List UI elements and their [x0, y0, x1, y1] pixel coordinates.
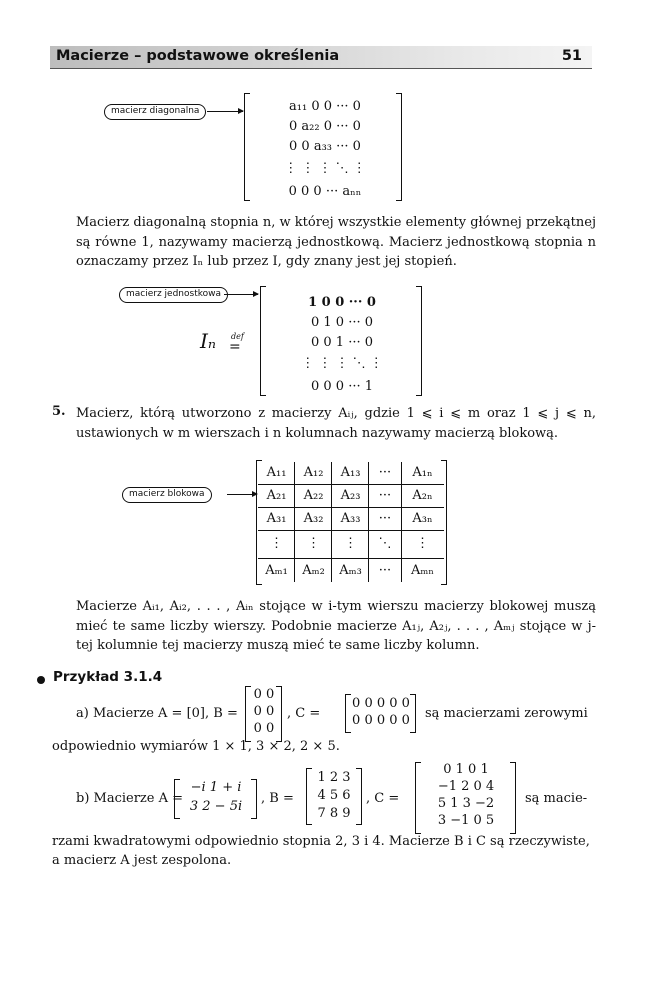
block-cell: A₂₂ [303, 488, 324, 503]
bullet-icon [37, 676, 45, 684]
arrow-diagonal [207, 111, 243, 112]
block-cell: A₃ₙ [412, 511, 433, 526]
block-cell: ··· [378, 465, 392, 480]
matrix-C-row: 0 0 0 0 0 [352, 696, 410, 711]
diag-row: a₁₁ 0 0 ··· 0 [289, 99, 361, 114]
page-number: 51 [561, 48, 582, 64]
block-cell: A₂ₙ [412, 488, 433, 503]
block-cell: ⋮ [307, 536, 320, 551]
example-b-B-label: , B = [261, 791, 294, 806]
block-cell: Aₘₙ [411, 563, 434, 578]
bracket-left [244, 93, 250, 201]
block-cell: A₂₃ [340, 488, 361, 503]
example-b-tail: są macie- [525, 791, 588, 806]
def-equals: = [229, 339, 241, 355]
block-cell: ⋮ [270, 536, 283, 551]
bracket-right [416, 286, 422, 396]
tag-diagonal-matrix: macierz diagonalna [104, 104, 206, 120]
example-b-line3: a macierz A jest zespolona. [52, 853, 232, 868]
block-cell: ⋮ [344, 536, 357, 551]
bracket-left [260, 286, 266, 396]
block-cell: ··· [378, 563, 392, 578]
diag-row: 0 a₂₂ 0 ··· 0 [289, 119, 361, 134]
matrix-B-row: 1 2 3 [317, 770, 351, 785]
grid-line [258, 558, 444, 559]
example-title: Przykład 3.1.4 [53, 669, 163, 685]
diag-row: 0 0 0 ··· aₙₙ [288, 184, 362, 199]
tag-block-matrix: macierz blokowa [122, 487, 212, 503]
running-header [50, 46, 592, 69]
block-cell: A₃₂ [303, 511, 324, 526]
matrix-B-row: 7 8 9 [317, 806, 351, 821]
matrix-C-row: 0 0 0 0 0 [352, 713, 410, 728]
block-cell: Aₘ₂ [302, 563, 325, 578]
ident-row: 0 1 0 ··· 0 [310, 315, 373, 330]
ident-row: 0 0 0 ··· 1 [310, 379, 373, 394]
block-cell: ··· [378, 511, 392, 526]
example-a-intro: a) Macierze A = [0], B = [76, 706, 238, 721]
grid-line [258, 484, 444, 485]
block-cell: A₃₃ [340, 511, 361, 526]
example-a-tail: są macierzami zerowymi [425, 706, 588, 721]
matrix-A-row: 3 2 − 5i [189, 799, 243, 814]
grid-line [258, 530, 444, 531]
example-b-intro: b) Macierze A = [76, 791, 184, 806]
block-cell: A₂₁ [266, 488, 287, 503]
example-b-C-label: , C = [366, 791, 400, 806]
grid-line [258, 507, 444, 508]
block-cell: ⋮ [416, 536, 429, 551]
block-matrix-conditions: Macierze Aᵢ₁, Aᵢ₂, . . . , Aᵢₙ stojące w i-tym wierszu macierzy blokowej muszą mieć te same liczby wierszy. Podobnie macierze A₁ⱼ, A₂ⱼ, . . . , Aₘⱼ stojące w j-tej kolumnie tej macierzy muszą mieć te same liczby kolumn. [76, 599, 596, 653]
block-cell: A₁₃ [340, 465, 361, 480]
matrix-C-row: 3 −1 0 5 [437, 813, 495, 828]
identity-description: Macierz diagonalną stopnia n, w której wszystkie elementy głównej przekątnej są równe 1, nazywamy macierzą jednostkową. Macierz jednostkową stopnia n oznaczamy przez Iₙ lub przez I, gdy znany jest jej stopień. [76, 215, 596, 269]
example-a-C-label: , C = [287, 706, 321, 721]
identity-symbol: Iₙ [200, 329, 217, 353]
diag-row: ⋮ ⋮ ⋮ ⋱ ⋮ [284, 161, 366, 176]
block-cell: A₁₂ [303, 465, 324, 480]
arrow-block [227, 494, 257, 495]
diag-row: 0 0 a₃₃ ··· 0 [289, 139, 361, 154]
ident-row: ⋮ ⋮ ⋮ ⋱ ⋮ [301, 356, 383, 371]
block-cell: A₁ₙ [412, 465, 433, 480]
matrix-B-row: 4 5 6 [317, 788, 351, 803]
example-b-line2: rzami kwadratowymi odpowiednio stopnia 2, 3 i 4. Macierze B i C są rzeczywiste, [52, 834, 590, 849]
matrix-C-row: −1 2 0 4 [437, 779, 495, 794]
def-marker: def [231, 332, 244, 341]
ident-row: 0 0 1 ··· 0 [310, 335, 373, 350]
section-title: Macierze – podstawowe określenia [56, 48, 340, 64]
block-cell: ··· [378, 488, 392, 503]
block-matrix-definition: Macierz, którą utworzono z macierzy Aᵢⱼ, gdzie 1 ⩽ i ⩽ m oraz 1 ⩽ j ⩽ n, ustawionych w m wierszach i n kolumnach nazywamy macierzą blokową. [76, 406, 596, 441]
matrix-A-row: −i 1 + i [190, 780, 242, 795]
matrix-B-row: 0 0 [253, 687, 275, 702]
block-cell: A₁₁ [266, 465, 287, 480]
item-number: 5. [52, 404, 66, 419]
block-cell: ⋱ [378, 536, 392, 551]
matrix-B-row: 0 0 [253, 721, 275, 736]
block-cell: Aₘ₃ [339, 563, 362, 578]
ident-row: 1 0 0 ··· 0 [308, 295, 376, 310]
matrix-C-row: 5 1 3 −2 [437, 796, 495, 811]
matrix-C-row: 0 1 0 1 [443, 762, 489, 777]
block-cell: A₃₁ [266, 511, 287, 526]
example-a-line2: odpowiednio wymiarów 1 × 1, 3 × 2, 2 × 5. [52, 739, 340, 754]
block-cell: Aₘ₁ [265, 563, 288, 578]
tag-identity-matrix: macierz jednostkowa [119, 287, 228, 303]
arrow-identity [224, 294, 258, 295]
matrix-B-row: 0 0 [253, 704, 275, 719]
